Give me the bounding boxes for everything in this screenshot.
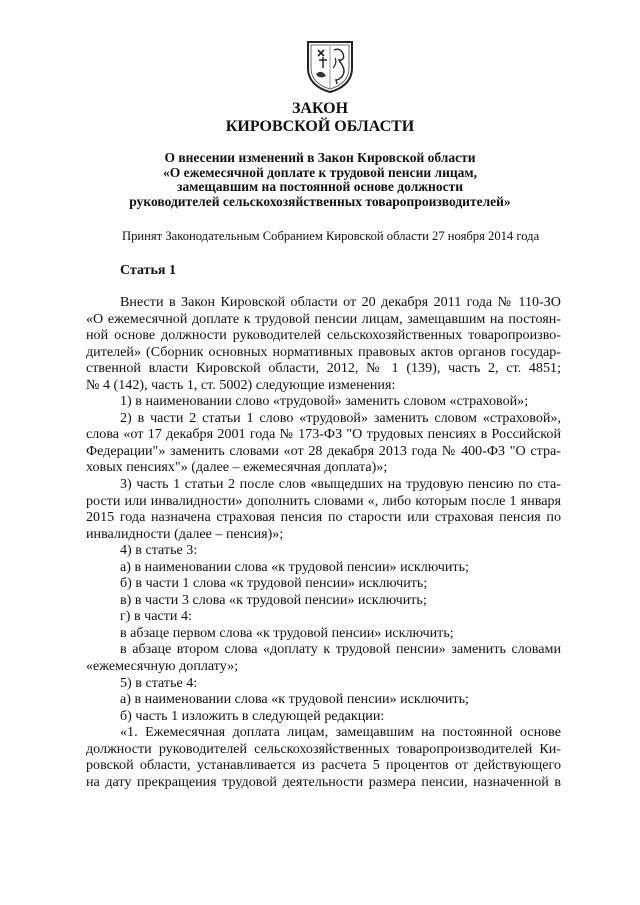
law-title-line: КИРОВСКОЙ ОБЛАСТИ — [225, 118, 415, 135]
body-line: Внести в Закон Кировской области от 20 декабря 2011 года № 110-ЗО — [120, 294, 561, 310]
body-line: ственной власти Кировской области, 2012, № 1 (139), часть 2, ст. 4851; — [86, 360, 561, 377]
body-line: «ежемесячную доплату»; — [86, 658, 239, 675]
body-line: на дату прекращения трудовой деятельности размера пенсии, назначенной в — [86, 773, 561, 790]
body-line: б) часть 1 изложить в следующей редакции: — [120, 707, 385, 724]
body-line: б) в части 1 слова «к трудовой пенсии» исключить; — [120, 575, 428, 592]
body-line: 2015 года назначена страховая пенсия по старости или страховая пенсия по — [86, 509, 561, 526]
body-line: инвалидности (далее – пенсия)»; — [86, 525, 284, 542]
body-line: ровской области, устанавливается из расчета 5 процентов от действующего — [86, 757, 561, 774]
subtitle-line: замещавшим на постоянной основе должности — [177, 179, 463, 195]
body-line: в) в части 3 слова «к трудовой пенсии» исключить; — [120, 591, 427, 608]
law-subtitle — [0, 151, 640, 209]
body-line: «1. Ежемесячная доплата лицам, замещавшим на постоянной основе — [120, 724, 561, 741]
body-line: ной основе должности руководителей сельскохозяйственных товаропроизво- — [86, 327, 561, 344]
body-line: 2) в части 2 статьи 1 слово «трудовой» заменить словом «страховой», — [120, 409, 561, 426]
body-line: № 4 (142), часть 1, ст. 5002) следующие изменения: — [86, 376, 396, 393]
body-line: «О ежемесячной доплате к трудовой пенсии лицам, замещавшим на постоян- — [86, 310, 561, 327]
body-line: в абзаце первом слова «к трудовой пенсии» исключить; — [120, 624, 454, 641]
body-line: г) в части 4: — [120, 608, 192, 625]
law-title-line: ЗАКОН — [291, 100, 349, 117]
subtitle-line: руководителей сельскохозяйственных товаропроизводителей» — [129, 193, 511, 209]
article-body — [86, 294, 561, 790]
body-line: слова «от 17 декабря 2001 года № 173-ФЗ "О трудовых пенсиях в Российской — [86, 426, 561, 443]
body-line: должности руководителей сельскохозяйственных товаропроизводителей Ки- — [86, 740, 561, 757]
adoption-note: Принят Законодательным Собранием Кировской области 27 ноября 2014 года — [122, 229, 540, 243]
body-line: дителей» (Сборник основных нормативных правовых актов органов государ- — [86, 343, 561, 360]
body-line: 5) в статье 4: — [120, 674, 198, 691]
subtitle-line: «О ежемесячной доплате к трудовой пенсии лицам, — [163, 164, 477, 180]
subtitle-line: О внесении изменений в Закон Кировской области — [164, 150, 476, 165]
body-line: Федерации"» заменить словами «от 28 декабря 2013 года № 400-ФЗ "О стра- — [86, 442, 561, 459]
body-line: а) в наименовании слова «к трудовой пенсии» исключить; — [120, 691, 469, 708]
coat-of-arms-icon — [302, 38, 358, 94]
body-line: 1) в наименовании слово «трудовой» заменить словом «страховой»; — [120, 393, 529, 410]
article-heading: Статья 1 — [120, 263, 176, 278]
body-line: рости или инвалидности» дополнить словами «, либо которым после 1 января — [86, 492, 561, 509]
body-line: 4) в статье 3: — [120, 542, 198, 559]
law-title — [0, 100, 640, 136]
body-line: в абзаце втором слова «доплату к трудовой пенсии» заменить словами — [120, 641, 561, 658]
body-line: 3) часть 1 статьи 2 после слов «выщедших на трудовую пенсию по ста- — [120, 476, 561, 493]
body-line: а) в наименовании слова «к трудовой пенсии» исключить; — [120, 558, 469, 575]
body-line: ховых пенсиях"» (далее – ежемесячная доплата)»; — [86, 459, 388, 476]
